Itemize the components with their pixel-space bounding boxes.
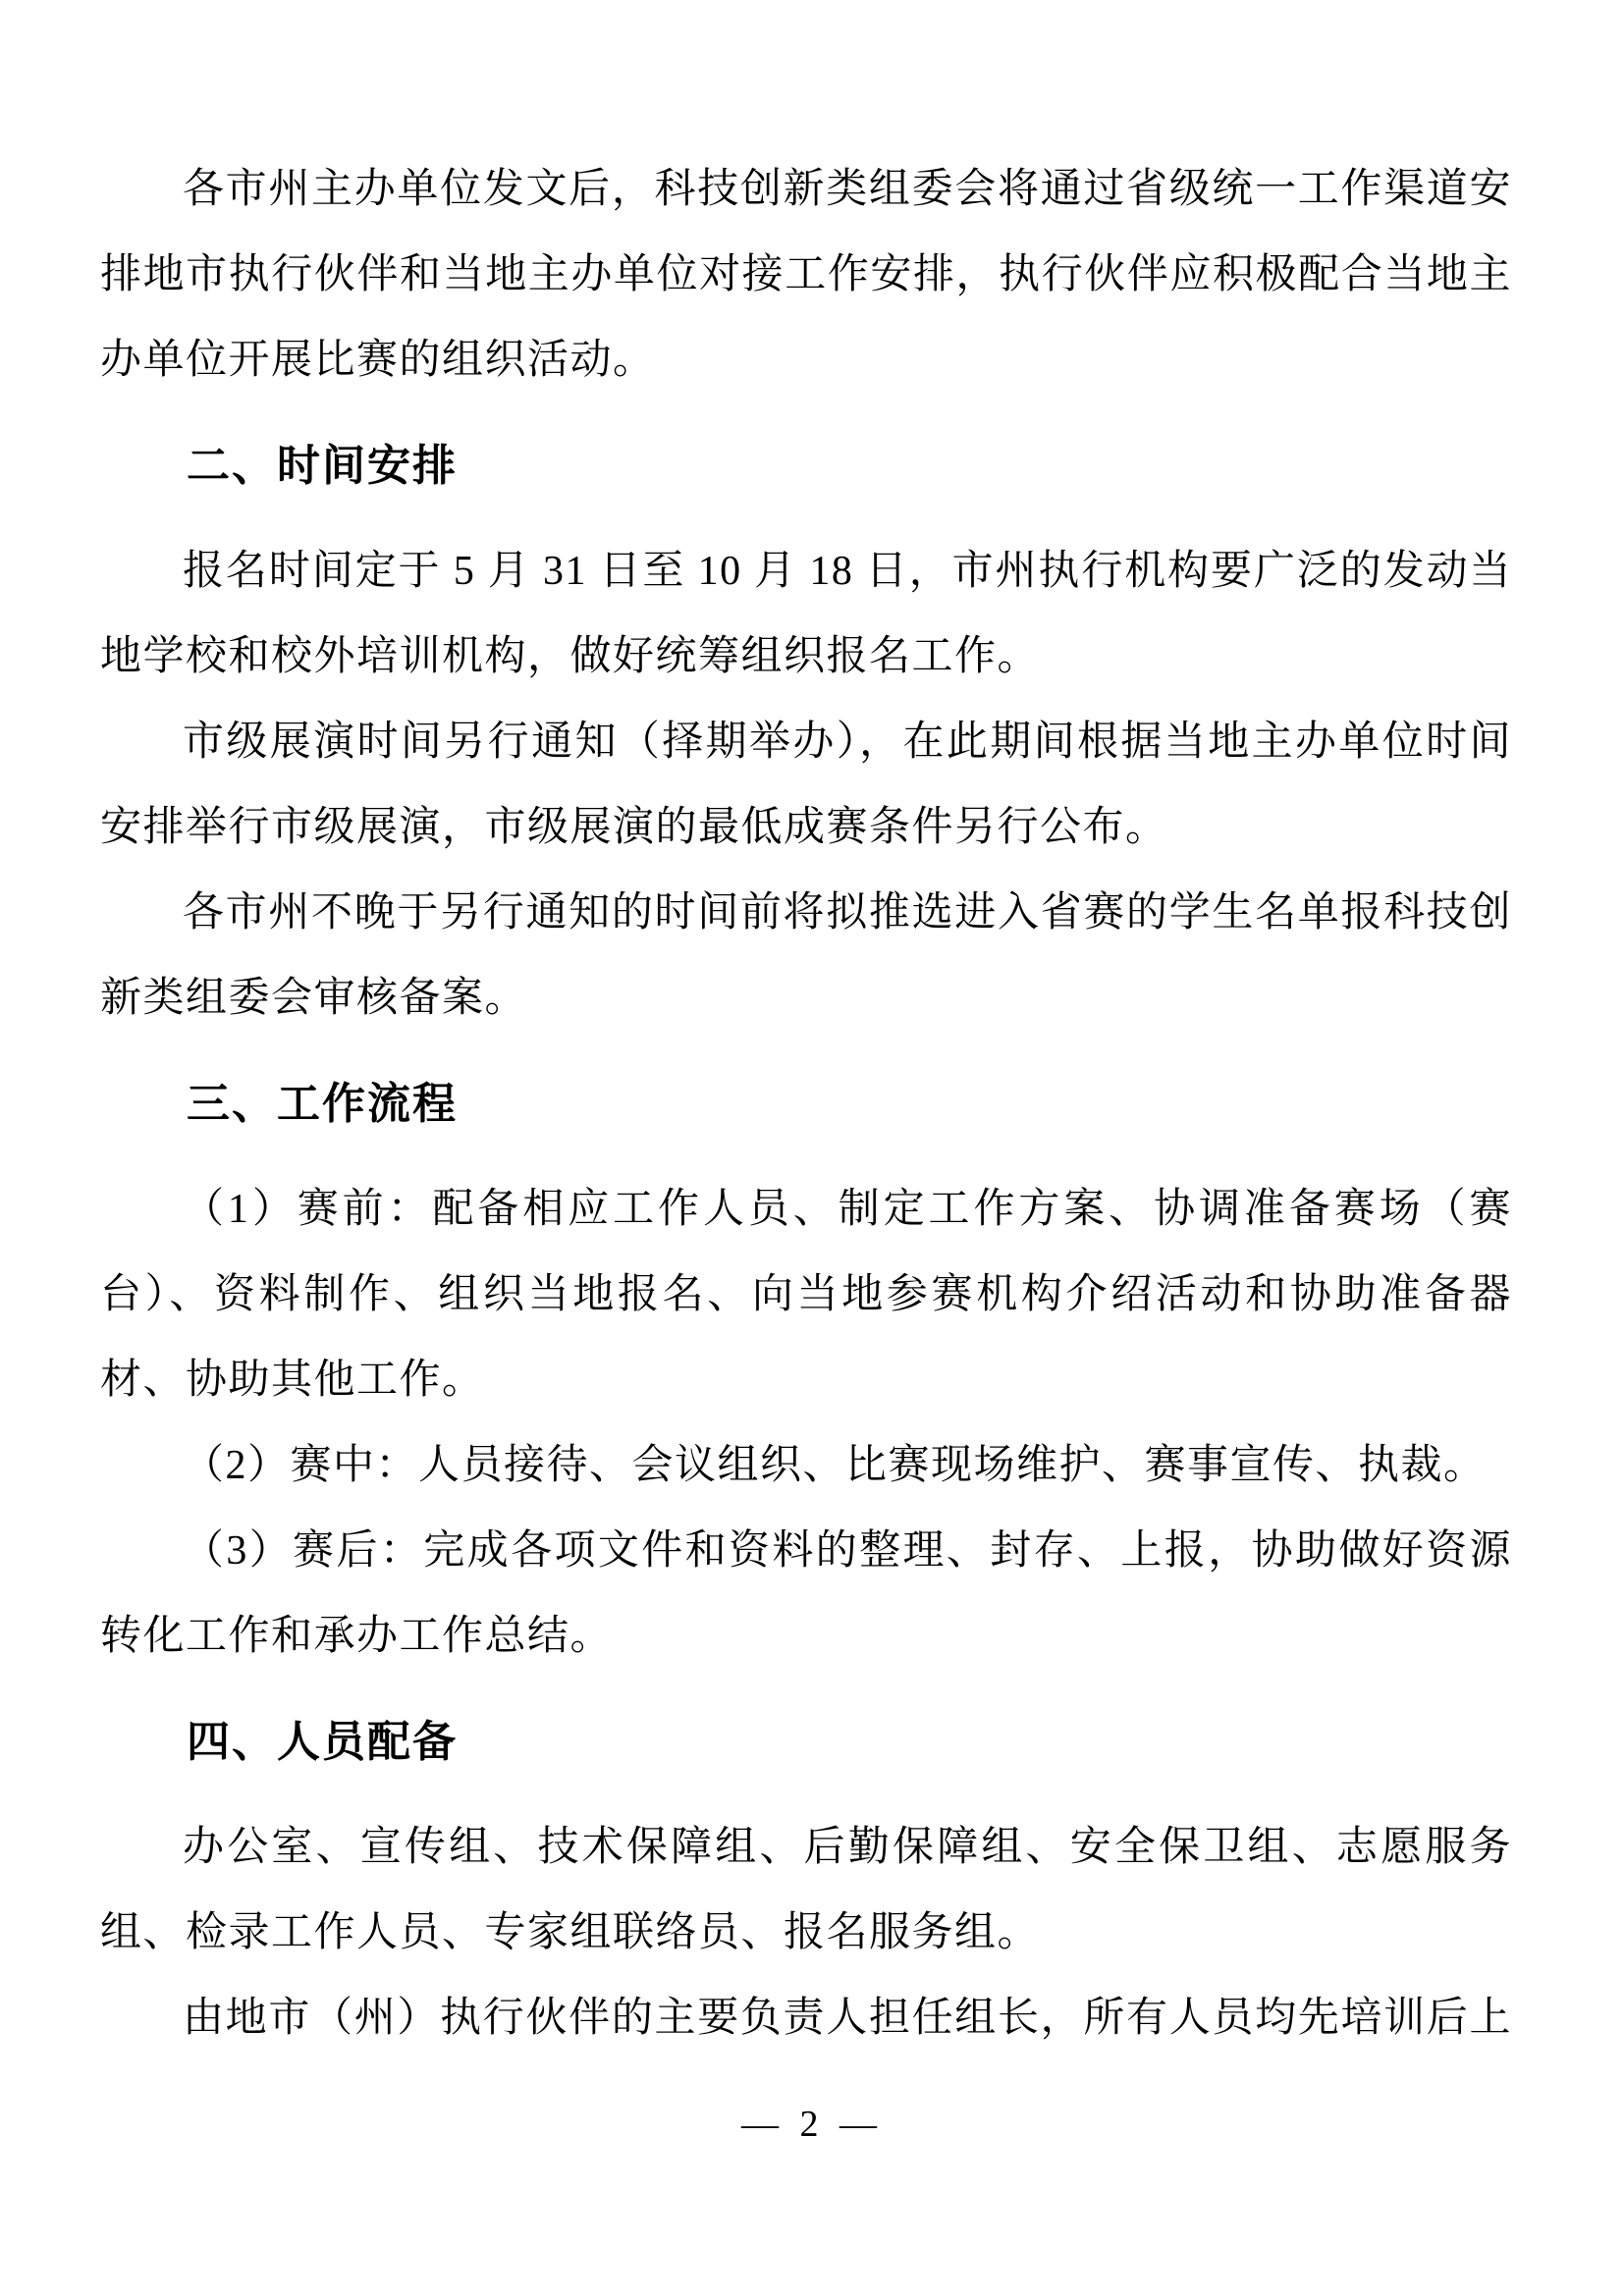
paragraph-host-units-coordination: 各市州主办单位发文后，科技创新类组委会将通过省级统一工作渠道安排地市执行伙伴和当地主办单位对接工作安排，执行伙伴应积极配合当地主办单位开展比赛的组织活动。 (100, 167, 1512, 383)
paragraph-group-leader: 由地市（州）执行伙伴的主要负责人担任组长，所有人员均先培训后上 (183, 1996, 1512, 2041)
section-heading-work-process: 三、工作流程 (187, 1080, 458, 1128)
section-heading-time-schedule: 二、时间安排 (187, 442, 458, 490)
paragraph-pre-competition: （1）赛前：配备相应工作人员、制定工作方案、协调准备赛场（赛台）、资料制作、组织当地报名、向当地参赛机构介绍活动和协助准备器材、协助其他工作。 (100, 1187, 1512, 1403)
paragraph-city-level-exhibition: 市级展演时间另行通知（择期举办），在此期间根据当地主办单位时间安排举行市级展演，市级展演的最低成赛条件另行公布。 (100, 720, 1512, 850)
page-number: — 2 — (741, 2104, 883, 2145)
paragraph-working-groups: 办公室、宣传组、技术保障组、后勤保障组、安全保卫组、志愿服务组、检录工作人员、专家组联络员、报名服务组。 (100, 1825, 1512, 1955)
document-body (100, 147, 1512, 2061)
paragraph-registration-period: 报名时间定于 5 月 31 日至 10 月 18 日，市州执行机构要广泛的发动当地学校和校外培训机构，做好统筹组织报名工作。 (100, 549, 1512, 679)
paragraph-student-list-filing: 各市州不晚于另行通知的时间前将拟推选进入省赛的学生名单报科技创新类组委会审核备案。 (100, 890, 1512, 1021)
paragraph-post-competition: （3）赛后：完成各项文件和资料的整理、封存、上报，协助做好资源转化工作和承办工作总结。 (100, 1528, 1512, 1659)
paragraph-during-competition: （2）赛中：人员接待、会议组织、比赛现场维护、赛事宣传、执裁。 (183, 1443, 1487, 1488)
section-heading-personnel: 四、人员配备 (187, 1718, 458, 1766)
